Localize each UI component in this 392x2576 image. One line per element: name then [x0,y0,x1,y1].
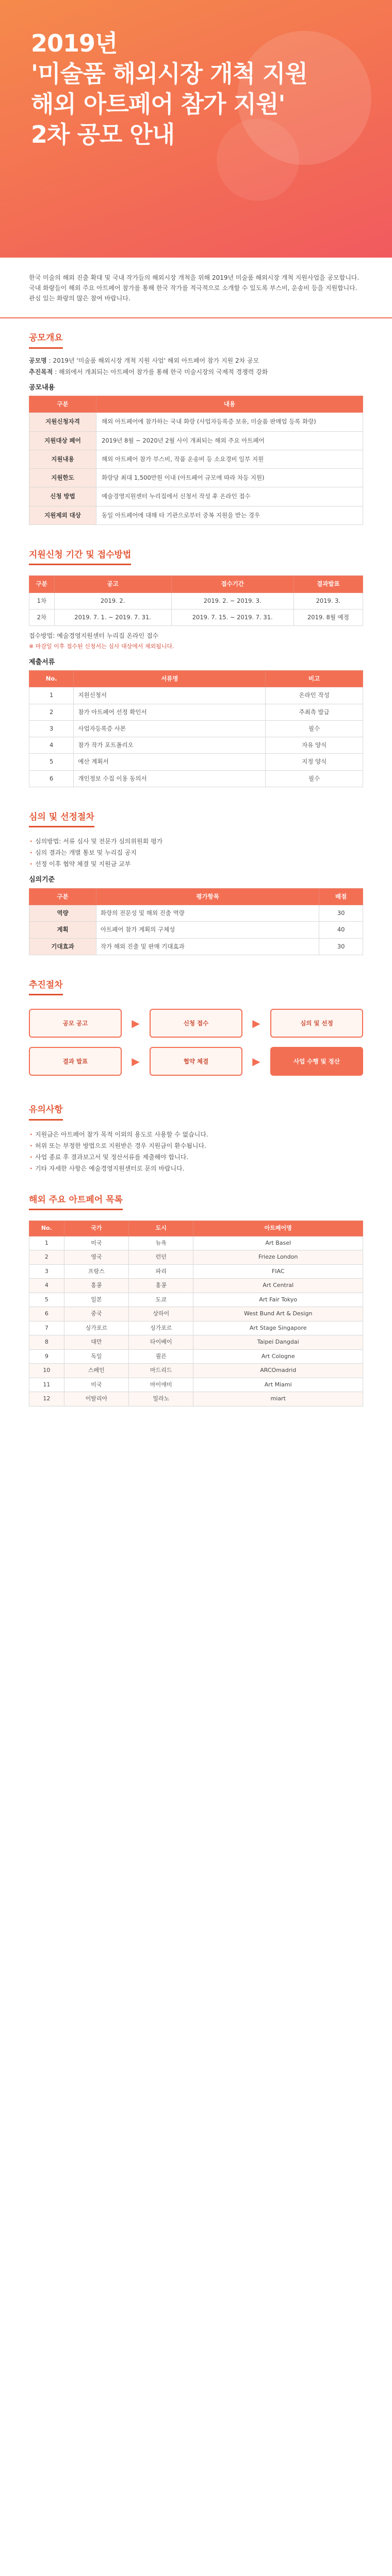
table-header: 공고 [54,576,171,592]
sub-title: 공모내용 [29,383,55,392]
list-item: · 기타 자세한 사항은 예술경영지원센터로 문의 바랍니다. [29,1164,363,1173]
table-header: No. [29,1221,64,1236]
process-step: 협약 체결 [150,1047,242,1076]
list-item: · 지원금은 아트페어 참가 목적 이외의 용도로 사용할 수 없습니다. [29,1130,363,1139]
title-line: 2019년 [31,29,118,57]
process-flow-row [29,1047,363,1076]
title-line: 해외 아트페어 참가 지원' [31,90,285,118]
table-header: 평가항목 [96,888,319,905]
table-header: No. [29,671,74,687]
list-item: · 선정 이후 협약 체결 및 지원금 교부 [29,859,363,869]
notice-list [29,1130,363,1173]
table-row: 지원제외 대상 동일 아트페어에 대해 타 기관으로부터 중복 지원을 받는 경우 [29,506,363,524]
table-row: 지원내용 해외 아트페어 참가 부스비, 작품 운송비 등 소요경비 일부 지원 [29,450,363,468]
section-title: 지원신청 기간 및 접수방법 [29,549,131,566]
overview-table [29,396,363,525]
overview-item: 추진목적 : 해외에서 개최되는 아트페어 참가를 통해 한국 미술시장의 국제적 경쟁력 강화 [29,368,268,376]
title-line: '미술품 해외시장 개척 지원 [31,59,307,88]
table-row: 3 사업자등록증 사본 필수 [29,720,363,737]
overview-item: 공모명 : 2019년 '미술품 해외시장 개척 지원 사업' 해외 아트페어 참가 지원 2차 공모 [29,357,259,364]
table-row: 기대효과 작가 해외 진출 및 판매 기대효과 30 [29,938,363,955]
table-header: 비고 [266,671,363,687]
table-row: 6 개인정보 수집 이용 동의서 필수 [29,770,363,787]
table-row: 역량 화랑의 전문성 및 해외 진출 역량 30 [29,905,363,922]
table-row: 계획 아트페어 참가 계획의 구체성 40 [29,922,363,938]
process-step: 심의 및 선정 [270,1009,363,1038]
criteria-table [29,888,363,955]
decorative-circle-small [217,118,299,201]
process-step: 사업 수행 및 정산 [270,1047,363,1076]
table-header: 국가 [64,1221,128,1236]
table-row: 2 영국 런던 Frieze London [29,1250,363,1265]
table-row: 4 홍콩 홍콩 Art Central [29,1279,363,1293]
schedule-section [0,535,392,798]
table-row: 5 예산 계획서 지정 양식 [29,754,363,770]
schedule-table [29,575,363,626]
intro-paragraph: 국내 화랑들이 해외 주요 아트페어 참가를 통해 한국 작가를 적극적으로 소개할 수 있도록 부스비, 운송비 등을 지원합니다. [29,284,357,292]
table-header: 결과발표 [293,576,363,592]
table-header: 내용 [96,396,363,413]
process-step: 신청 접수 [150,1009,242,1038]
table-row: 지원한도 화랑당 최대 1,500만원 이내 (아트페어 규모에 따라 차등 지원) [29,469,363,487]
table-row: 8 대만 타이베이 Taipei Dangdai [29,1335,363,1350]
overview-section [0,318,392,535]
notice-section [0,1090,392,1180]
intro-paragraph: 관심 있는 화랑의 많은 참여 바랍니다. [29,295,130,302]
review-list [29,837,363,869]
section-title: 유의사항 [29,1104,63,1121]
process-step: 결과 발표 [29,1047,122,1076]
table-header: 서류명 [74,671,266,687]
table-header: 배점 [319,888,363,905]
section-title: 추진절차 [29,979,63,996]
table-row: 10 스페인 마드리드 ARCOmadrid [29,1364,363,1378]
table-header: 구분 [29,396,96,413]
table-row: 지원신청자격 해외 아트페어에 참가하는 국내 화랑 (사업자등록증 보유, 미술품 판매업 등록 화랑) [29,413,363,431]
title-line: 2차 공모 안내 [31,120,175,148]
table-row: 2차 2019. 7. 1. ~ 2019. 7. 31. 2019. 7. 15. ~ 2019. 7. 31. 2019. 8월 예정 [29,609,363,625]
table-row: 1차 2019. 2. 2019. 2. ~ 2019. 3. 2019. 3. [29,592,363,609]
documents-table [29,670,363,787]
section-title: 해외 주요 아트페어 목록 [29,1194,123,1211]
arrow-right-icon: ▶ [132,1055,140,1068]
table-row: 11 미국 마이애미 Art Miami [29,1378,363,1392]
hero-banner [0,0,392,258]
arrow-right-icon: ▶ [132,1017,140,1030]
table-row: 1 지원신청서 온라인 작성 [29,687,363,704]
list-item: · 심의 결과는 개별 통보 및 누리집 공지 [29,848,363,857]
sub-title: 심의기준 [29,876,55,884]
table-row: 6 중국 상하이 West Bund Art & Design [29,1307,363,1321]
table-row: 1 미국 뉴욕 Art Basel [29,1236,363,1250]
table-row: 9 독일 쾰른 Art Cologne [29,1349,363,1364]
table-header: 접수기간 [171,576,293,592]
list-item: · 심의방법: 서류 심사 및 전문가 심의위원회 평가 [29,837,363,846]
table-row: 2 참가 아트페어 선정 확인서 주최측 발급 [29,704,363,720]
process-section [0,965,392,1091]
table-header: 도시 [129,1221,193,1236]
section-title: 공모개요 [29,332,63,349]
fairs-table-body [29,1236,363,1406]
schedule-note: ※ 마감일 이후 접수된 신청서는 심사 대상에서 제외됩니다. [29,643,174,650]
table-row: 지원대상 페어 2019년 8월 ~ 2020년 2월 사이 개최되는 해외 주요 아트페어 [29,431,363,450]
arrow-right-icon: ▶ [252,1017,260,1030]
section-title: 심의 및 선정절차 [29,811,94,828]
table-row: 4 참가 작가 포트폴리오 자유 양식 [29,737,363,754]
intro-text [0,258,392,318]
process-step: 공모 공고 [29,1009,122,1038]
process-flow-row [29,1009,363,1038]
table-row: 3 프랑스 파리 FIAC [29,1264,363,1279]
table-row: 신청 방법 예술경영지원센터 누리집에서 신청서 작성 후 온라인 접수 [29,487,363,506]
list-item: · 사업 종료 후 결과보고서 및 정산서류를 제출해야 합니다. [29,1153,363,1162]
table-header: 구분 [29,888,96,905]
arrow-right-icon: ▶ [252,1055,260,1068]
fairs-table [29,1221,363,1406]
table-row: 5 일본 도쿄 Art Fair Tokyo [29,1293,363,1307]
table-header: 구분 [29,576,55,592]
table-header: 아트페어명 [193,1221,363,1236]
intro-paragraph: 한국 미술의 해외 진출 확대 및 국내 작가들의 해외시장 개척을 위해 2019년 미술품 해외시장 개척 지원사업을 공모합니다. [29,274,360,281]
table-row: 7 싱가포르 싱가포르 Art Stage Singapore [29,1321,363,1335]
fairs-section [0,1180,392,1417]
sub-title: 제출서류 [29,658,55,666]
list-item: · 허위 또는 부정한 방법으로 지원받은 경우 지원금이 환수됩니다. [29,1141,363,1150]
review-section [0,798,392,965]
table-row: 12 이탈리아 밀라노 miart [29,1392,363,1406]
submit-method: 접수방법: 예술경영지원센터 누리집 온라인 접수 [29,632,159,639]
